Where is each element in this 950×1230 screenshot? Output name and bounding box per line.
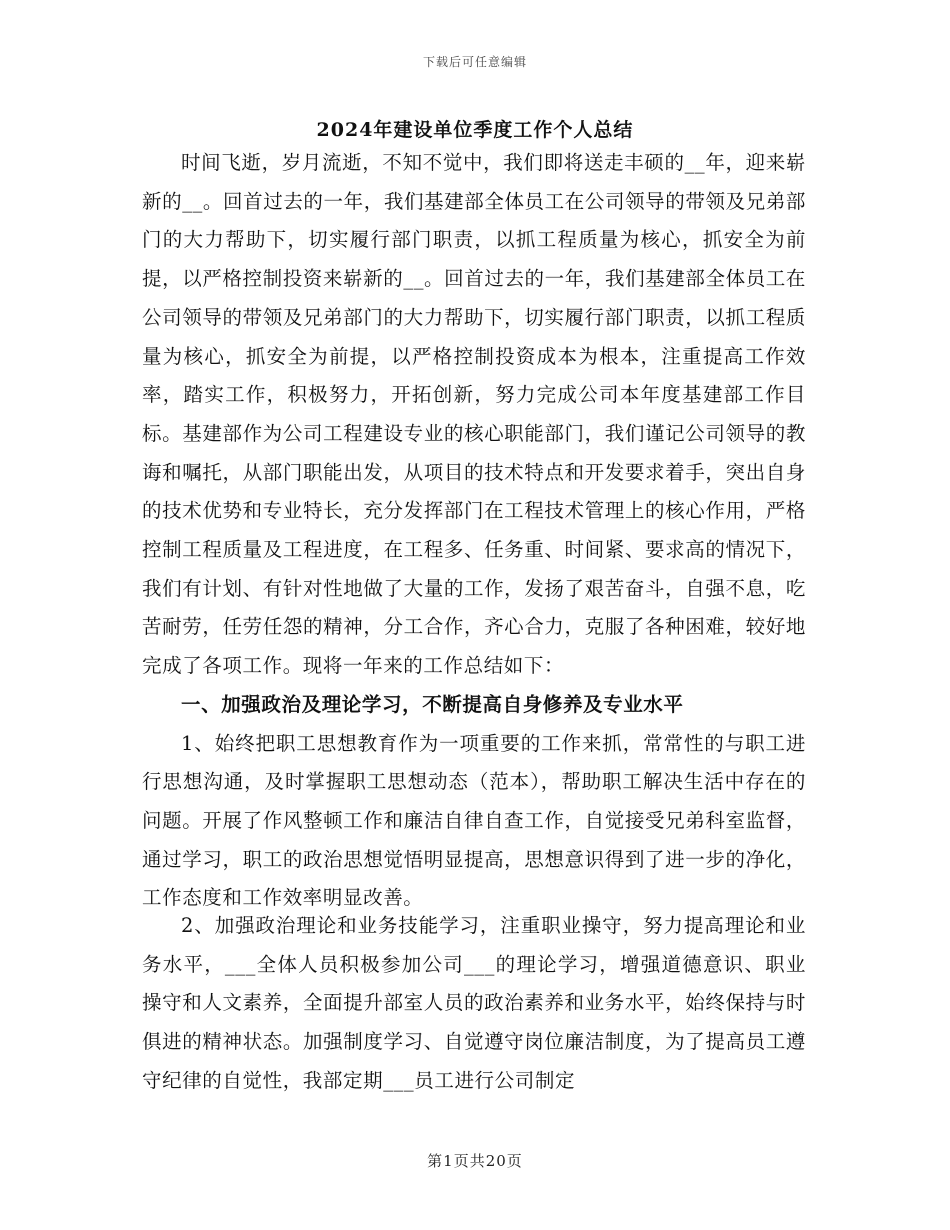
header-note: 下载后可任意编辑: [422, 55, 527, 69]
document-body-part-2: [142, 907, 806, 1101]
document-title: 2024年建设单位季度工作个人总结: [316, 119, 634, 141]
intro-paragraph: 时间飞逝，岁月流逝，不知不觉中，我们即将送走丰硕的__年，迎来崭新的__。回首过去的一年，我们基建部全体员工在公司领导的带领及兄弟部门的大力帮助下，切实履行部门职责，以抓工程质量为核心，抓安全为前提，以严格控制投资来崭新的__。回首过去的一年，我们基建部全体员工在公司领导的带领及兄弟部门的大力帮助下，切实履行部门职责，以抓工程质量为核心，抓安全为前提，以严格控制投资成本为根本，注重提高工作效率，踏实工作，积极努力，开拓创新，努力完成公司本年度基建部工作目标。基建部作为公司工程建设专业的核心职能部门，我们谨记公司领导的教诲和嘱托，从部门职能出发，从项目的技术特点和开发要求着手，突出自身的技术优势和专业特长，充分发挥部门在工程技术管理上的核心作用，严格控制工程质量及工程进度，在工程多、任务重、时间紧、要求高的情况下，我们有计划、有针对性地做了大量的工作，发扬了艰苦奋斗，自强不息，吃苦耐劳，任劳任怨的精神，分工合作，齐心合力，克服了各种困难，较好地完成了各项工作。现将一年来的工作总结如下：: [142, 151, 806, 678]
page-footer: 第1页共20页: [427, 1152, 523, 1170]
document-body-part-1: [142, 144, 806, 918]
list-item-2: 2、加强政治理论和业务技能学习，注重职业操守，努力提高理论和业务水平，___全体人员积极参加公司___的理论学习，增强道德意识、职业操守和人文素养，全面提升部室人员的政治素养和业务水平，始终保持与时俱进的精神状态。加强制度学习、自觉遵守岗位廉洁制度，为了提高员工遵守纪律的自觉性，我部定期___员工进行公司制定: [142, 914, 806, 1092]
section-heading: 一、加强政治及理论学习，不断提高自身修养及专业水平: [181, 692, 684, 716]
list-item-1: 1、始终把职工思想教育作为一项重要的工作来抓，常常性的与职工进行思想沟通，及时掌握职工思想动态（范本），帮助职工解决生活中存在的问题。开展了作风整顿工作和廉洁自律自查工作，自觉接受兄弟科室监督，通过学习，职工的政治思想觉悟明显提高，思想意识得到了进一步的净化，工作态度和工作效率明显改善。: [142, 731, 806, 910]
